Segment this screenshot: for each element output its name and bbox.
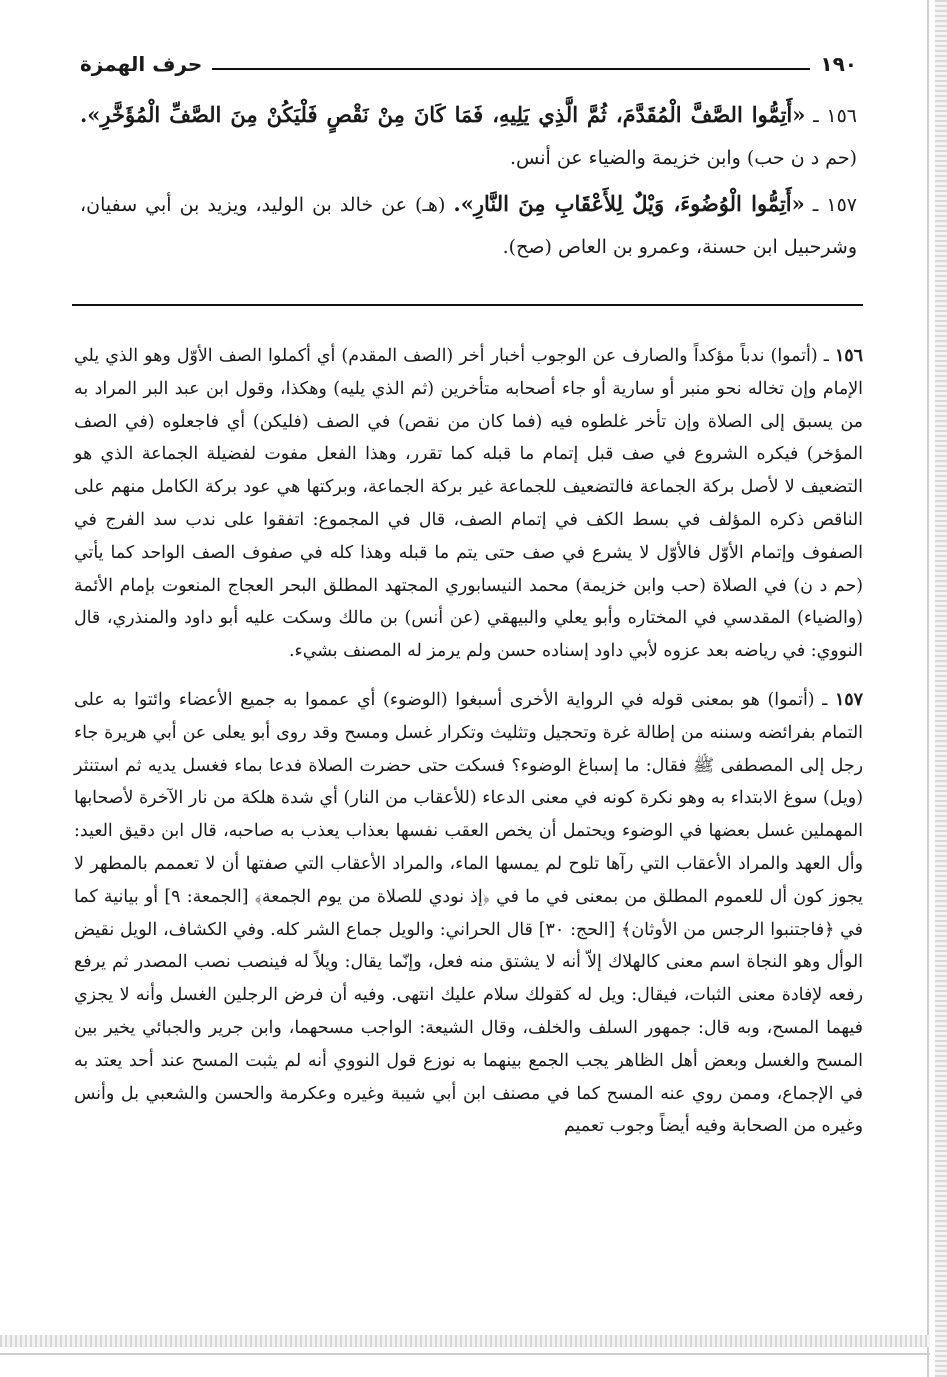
commentary-number: ١٥٦ [834, 346, 863, 366]
commentary-number: ١٥٧ [834, 689, 863, 710]
hadith-source: (حم د ن حب) وابن خزيمة والضياء عن أنس. [509, 147, 857, 169]
commentary-entry [74, 340, 863, 668]
book-page [74, 0, 864, 1377]
hadith-number: ١٥٧ [826, 194, 857, 216]
commentary-entry [74, 684, 863, 1143]
hadith-number: ١٥٦ [826, 105, 858, 127]
commentary-text: ـ (أتموا) ندباً مؤكداً والصارف عن الوجوب أخبار أخر (الصف المقدم) أي أكملوا الصف الأوّل وهو الذي يلي الإمام وإن تخاله نحو منبر أو سارية أو جاء أصحابه متأخرين (ثم الذي يليه) وهكذا، وقول ابن عبد البر المراد به من يسبق إلى الصلاة وإن تأخر غلطوه فيه (فما كان من نقص) في الصف (فليكن) أي فاجعلوه (في الصف المؤخر) فيكره الشروع في صف قبل إتمام ما قبله كما تقرر، وهذا الفعل مفوت لفضيلة الجماعة الذي هو التضعيف لا لأصل بركة الجماعة فالتضعيف للجماعة غير بركة الجماعة، وبركتها هي عود بركة الكامل منهم على الناقص ذكره المؤلف في بسط الكف في إتمام الصف، قال في المجموع: اتفقوا على ندب سد الفرج في الصفوف وإتمام الأوّل فالأوّل لا يشرع في صف حتى يتم ما قبله وهذا كله في صفوف الصف الواحد كما يأتي (حم د ن) في الصلاة (حب وابن خزيمة) محمد النيسابوري المجتهد المطلق البحر العجاج المنعوت بإمام الأئمة (والضياء) المقدسي في المختاره وأبو يعلي والبيهقي (عن أنس) بن مالك وسكت عليه أبو داود والمنذري، قال النووي: في رياضه بعد عزوه لأبي داود إسناده حسن ولم يرمز له المصنف بشيء. [74, 346, 863, 662]
hadith-text: «أَتِمُّوا الْوُضُوءَ، وَيْلٌ لِلأَعْقَابِ مِنَ النَّارِ». [453, 191, 805, 216]
commentary-text: ـ (أتموا) هو بمعنى قوله في الرواية الأخرى أسبغوا (الوضوء) أي عمموا به جميع الأعضاء وائتوا به على التمام بفرائضه وسننه من إطالة غرة وتحجيل وتثليث وتكرار غسل ومسح وقد روى أبو يعلى عن أبي هريرة جاء رجل إلى المصطفى ﷺ فقال: ما إسباغ الوضوء؟ فسكت حتى حضرت الصلاة فدعا بماء فغسل يديه ثم استنثر (ويل) سوغ الابتداء به وهو نكرة كونه في معنى الدعاء (للأعقاب من النار) أي شدة هلكة من نار الآخرة لأصحابها المهملين غسل بعضها في الوضوء ويحتمل أن يخص العقب نفسها بعذاب يعذب به صاحبه، قال ابن دقيق العيد: وأل العهد والمراد الأعقاب التي رآها تلوح لم يمسها الماء، والمراد الأعقاب التي صفتها أن لا تعممم بالمطهر لا يجوز كون أل للعموم المطلق من بمعنى في ما في ﴿إذ نودي للصلاة من يوم الجمعة﴾ [الجمعة: ٩] أو بيانية كما في ﴿فاجتنبوا الرجس من الأوثان﴾ [الحج: ٣٠] قال الحراني: والويل جماع الشر كله. وفي الكشاف، الويل نقيض الوأل وهو النجاة اسم معنى كالهلاك إلاّ أنه لا يشتق منه فعل، وإنّما يقال: ويلاً له فينصب نصب المصدر ثم يرفع رفعه لإفادة معنى الثبات، فيقال: ويل له كقولك سلام عليك انتهى. وفيه أن فرض الرجلين الغسل وأنه لا يجزي فيهما المسح، وبه قال: جمهور السلف والخلف، وقال الشيعة: الواجب مسحهما، وابن جرير والجبائي يخير بين المسح والغسل وبعض أهل الظاهر يجب الجمع بينهما به نوزع قول النووي أنه لم يثبت المسح عند أحد يعتد به في الإجماع، وممن روي عنه المسح كما في مصنف ابن أبي شيبة وغيره وعكرمة والحسن والشعبي بل وأنس وغيره من الصحابة وفيه أيضاً وجوب تعميم [74, 689, 864, 1137]
hadith-entry: ١٥٦ ـ «أَتِمُّوا الصَّفَّ الْمُقَدَّمَ، ثُمَّ الَّذِي يَلِيهِ، فَمَا كَانَ مِنْ نَقْصٍ فَلْيَكُنْ مِنَ الصَّفِّ الْمُؤَخَّرِ». (حم د ن حب) وابن خزيمة والضياء عن أنس. [80, 102, 858, 169]
hadith-source: (هـ) عن خالد بن الوليد، ويزيد بن أبي سفيان، وشرحبيل ابن حسنة، وعمرو بن العاص (صح). [80, 194, 857, 258]
section-divider [72, 304, 863, 306]
page-header [80, 40, 857, 76]
page-number: ١٩٠ [820, 52, 857, 76]
commentary-block [74, 340, 863, 1159]
page-border-right [935, 0, 947, 1377]
hadith-entry: ١٥٧ ـ «أَتِمُّوا الْوُضُوءَ، وَيْلٌ لِلأَعْقَابِ مِنَ النَّارِ». (هـ) عن خالد بن الوليد، ويزيد بن أبي سفيان، وشرحبيل ابن حسنة، وعمرو بن العاص (صح). [80, 191, 857, 258]
chapter-title: حرف الهمزة [80, 52, 203, 76]
hadith-text: «أَتِمُّوا الصَّفَّ الْمُقَدَّمَ، ثُمَّ الَّذِي يَلِيهِ، فَمَا كَانَ مِنْ نَقْصٍ فَلْيَكُنْ مِنَ الصَّفِّ الْمُؤَخَّرِ». [80, 102, 806, 127]
header-rule [212, 68, 810, 70]
hadith-block [80, 94, 857, 272]
